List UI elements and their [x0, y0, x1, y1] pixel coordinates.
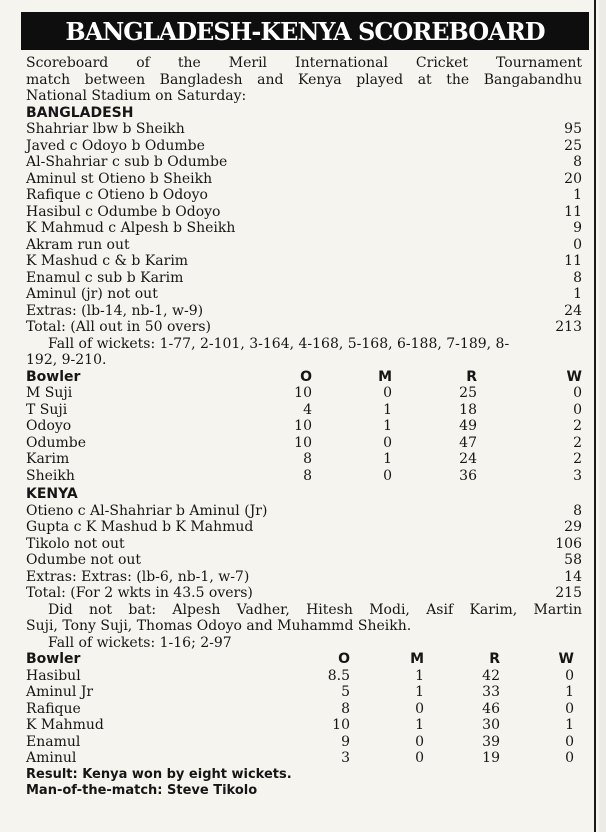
batting-row: [26, 519, 582, 536]
batting-row: [26, 171, 582, 188]
bowler-name: Odoyo: [26, 418, 72, 434]
runs-value: 215: [555, 585, 582, 601]
runs-value: 11: [564, 253, 582, 269]
batting-row: [26, 220, 582, 237]
bowler-header: Bowler: [26, 368, 81, 385]
maidens-value: 1: [415, 684, 424, 700]
bowler-name: Karim: [26, 451, 70, 467]
batting-row: [26, 503, 582, 520]
runs-value: 106: [555, 535, 582, 552]
kenya-batting: [26, 503, 582, 602]
wickets-value: 0: [573, 385, 582, 401]
batsman-name: Odumbe not out: [26, 552, 142, 568]
bowling-header-row: [26, 369, 582, 386]
overs-value: 10: [294, 434, 312, 451]
column-rule: [594, 0, 596, 832]
overs-value: 8: [303, 451, 312, 467]
batsman-name: Javed c Odoyo b Odumbe: [26, 137, 205, 154]
man-of-the-match: Man-of-the-match: Steve Tikolo: [26, 783, 258, 798]
runs-conceded-value: 30: [482, 717, 500, 733]
runs-conceded-value: 33: [482, 684, 500, 700]
maidens-value: 1: [415, 667, 424, 684]
batting-row: [26, 319, 582, 336]
bowler-name: Sheikh: [26, 467, 75, 484]
overs-header: O: [338, 651, 350, 667]
batsman-name: Hasibul c Odumbe b Odoyo: [26, 203, 221, 220]
batsman-name: K Mahmud c Alpesh b Sheikh: [26, 220, 236, 236]
runs-header: R: [466, 368, 477, 385]
maidens-value: 0: [415, 750, 424, 766]
batsman-name: Aminul (jr) not out: [26, 286, 158, 302]
bowling-header-row: [26, 651, 582, 668]
bowling-row: [26, 435, 582, 452]
batting-row: [26, 270, 582, 287]
batting-row: [26, 569, 582, 586]
wickets-value: 0: [565, 700, 574, 717]
overs-value: 8: [341, 700, 350, 717]
bowling-row: [26, 451, 582, 468]
batsman-name: Otieno c Al-Shahriar b Aminul (Jr): [26, 502, 268, 519]
did-not-bat-cont: Suji, Tony Suji, Thomas Odoyo and Muhammd Sheikh.: [26, 618, 412, 634]
maidens-header: M: [378, 368, 392, 385]
maidens-header: M: [410, 651, 424, 667]
overs-value: 5: [341, 684, 350, 700]
wickets-header: W: [558, 651, 574, 667]
match-result: Result: Kenya won by eight wickets.: [26, 766, 292, 782]
runs-value: 0: [573, 236, 582, 253]
runs-value: 11: [564, 203, 582, 220]
runs-value: 24: [564, 302, 582, 319]
team-heading-kenya: KENYA: [26, 486, 78, 502]
overs-value: 8.5: [327, 667, 350, 684]
batting-row: [26, 154, 582, 171]
bowling-row: [26, 717, 582, 734]
intro-line: match between Bangladesh and Kenya played at the Bangabandhu: [26, 71, 582, 88]
maidens-value: 0: [415, 700, 424, 717]
runs-value: 9: [573, 220, 582, 236]
wickets-value: 0: [565, 733, 574, 750]
wickets-value: 2: [573, 418, 582, 434]
adjacent-column-edge: [599, 0, 606, 832]
bowling-row: [26, 402, 582, 419]
runs-conceded-value: 42: [482, 667, 500, 684]
maidens-value: 0: [383, 434, 392, 451]
wickets-value: 0: [565, 750, 574, 766]
batting-row: [26, 536, 582, 553]
team-heading-bangladesh: BANGLADESH: [26, 104, 134, 121]
bowler-name: Hasibul: [26, 667, 81, 684]
bowling-row: [26, 385, 582, 402]
wickets-value: 2: [573, 434, 582, 451]
batting-row: [26, 121, 582, 138]
overs-value: 3: [341, 750, 350, 766]
batsman-name: Al-Shahriar c sub b Odumbe: [26, 154, 228, 170]
runs-conceded-value: 18: [459, 401, 477, 418]
batsman-name: Extras: (lb-14, nb-1, w-9): [26, 302, 204, 319]
runs-conceded-value: 46: [482, 700, 500, 717]
bangladesh-bowling: [26, 369, 582, 485]
runs-conceded-value: 49: [459, 418, 477, 434]
kenya-bowling: [26, 651, 582, 767]
maidens-value: 0: [383, 385, 392, 401]
wickets-value: 1: [565, 684, 574, 700]
runs-conceded-value: 36: [459, 467, 477, 484]
bowler-name: T Suji: [26, 401, 68, 418]
maidens-value: 1: [415, 717, 424, 733]
bowling-row: [26, 734, 582, 751]
runs-value: 213: [555, 319, 582, 335]
runs-value: 58: [564, 552, 582, 568]
overs-value: 4: [303, 401, 312, 418]
bangladesh-batting: [26, 121, 582, 336]
maidens-value: 0: [415, 733, 424, 750]
intro-line: National Stadium on Saturday:: [26, 88, 247, 104]
bowling-row: [26, 684, 582, 701]
batsman-name: Shahriar lbw b Sheikh: [26, 121, 185, 137]
did-not-bat: Did not bat: Alpesh Vadher, Hitesh Modi, Asif Karim, Martin: [48, 601, 582, 618]
bowler-name: Odumbe: [26, 434, 86, 451]
bowler-name: Aminul Jr: [26, 684, 94, 700]
bowling-row: [26, 750, 582, 767]
bowling-row: [26, 668, 582, 685]
batsman-name: Extras: Extras: (lb-6, nb-1, w-7): [26, 568, 250, 585]
runs-value: 1: [573, 187, 582, 203]
runs-conceded-value: 39: [482, 733, 500, 750]
overs-value: 8: [303, 467, 312, 484]
overs-header: O: [300, 368, 312, 385]
batting-row: [26, 552, 582, 569]
batting-row: [26, 585, 582, 602]
runs-value: 20: [564, 170, 582, 187]
runs-conceded-value: 24: [459, 451, 477, 467]
overs-value: 10: [332, 717, 350, 733]
runs-value: 25: [564, 137, 582, 154]
fall-of-wickets: Fall of wickets: 1-77, 2-101, 3-164, 4-168, 5-168, 6-188, 7-189, 8-: [48, 335, 510, 352]
overs-value: 9: [341, 733, 350, 750]
batsman-name: Total: (All out in 50 overs): [26, 319, 211, 335]
maidens-value: 0: [383, 467, 392, 484]
runs-value: 29: [564, 519, 582, 535]
runs-value: 8: [573, 269, 582, 286]
wickets-value: 0: [573, 401, 582, 418]
runs-value: 8: [573, 154, 582, 170]
wickets-value: 0: [565, 667, 574, 684]
fall-of-wickets-cont: 192, 9-210.: [26, 352, 107, 368]
batting-row: [26, 286, 582, 303]
batting-row: [26, 187, 582, 204]
wickets-value: 1: [565, 717, 574, 733]
bowling-row: [26, 701, 582, 718]
batsman-name: Rafique c Otieno b Odoyo: [26, 187, 208, 203]
maidens-value: 1: [383, 451, 392, 467]
batsman-name: Total: (For 2 wkts in 43.5 overs): [26, 585, 253, 601]
batting-row: [26, 204, 582, 221]
headline-banner: BANGLADESH-KENYA SCOREBOARD: [21, 12, 589, 50]
maidens-value: 1: [383, 401, 392, 418]
bowler-name: Aminul: [26, 750, 77, 766]
runs-conceded-value: 19: [482, 750, 500, 766]
overs-value: 10: [294, 385, 312, 401]
batting-row: [26, 237, 582, 254]
runs-conceded-value: 25: [459, 385, 477, 401]
batting-row: [26, 253, 582, 270]
batting-row: [26, 138, 582, 155]
batsman-name: Tikolo not out: [26, 535, 125, 552]
bowling-row: [26, 468, 582, 485]
bowler-name: K Mahmud: [26, 717, 104, 733]
batsman-name: Gupta c K Mashud b K Mahmud: [26, 519, 254, 535]
wickets-header: W: [566, 368, 582, 385]
bowler-name: Enamul: [26, 733, 81, 750]
intro-line: Scoreboard of the Meril International Cricket Tournament: [26, 55, 582, 71]
overs-value: 10: [294, 418, 312, 434]
runs-header: R: [489, 651, 500, 667]
scoreboard-article: [26, 55, 582, 800]
runs-conceded-value: 47: [459, 434, 477, 451]
batsman-name: K Mashud c & b Karim: [26, 253, 189, 269]
bowler-header: Bowler: [26, 651, 81, 667]
runs-value: 95: [564, 121, 582, 137]
runs-value: 1: [573, 286, 582, 302]
bowling-row: [26, 418, 582, 435]
fall-of-wickets: Fall of wickets: 1-16; 2-97: [48, 634, 232, 651]
batting-row: [26, 303, 582, 320]
runs-value: 14: [564, 568, 582, 585]
maidens-value: 1: [383, 418, 392, 434]
batsman-name: Akram run out: [26, 236, 130, 253]
bowler-name: Rafique: [26, 700, 81, 717]
batsman-name: Aminul st Otieno b Sheikh: [26, 170, 213, 187]
wickets-value: 2: [573, 451, 582, 467]
runs-value: 8: [573, 502, 582, 519]
bowler-name: M Suji: [26, 385, 73, 401]
wickets-value: 3: [573, 467, 582, 484]
batsman-name: Enamul c sub b Karim: [26, 269, 184, 286]
